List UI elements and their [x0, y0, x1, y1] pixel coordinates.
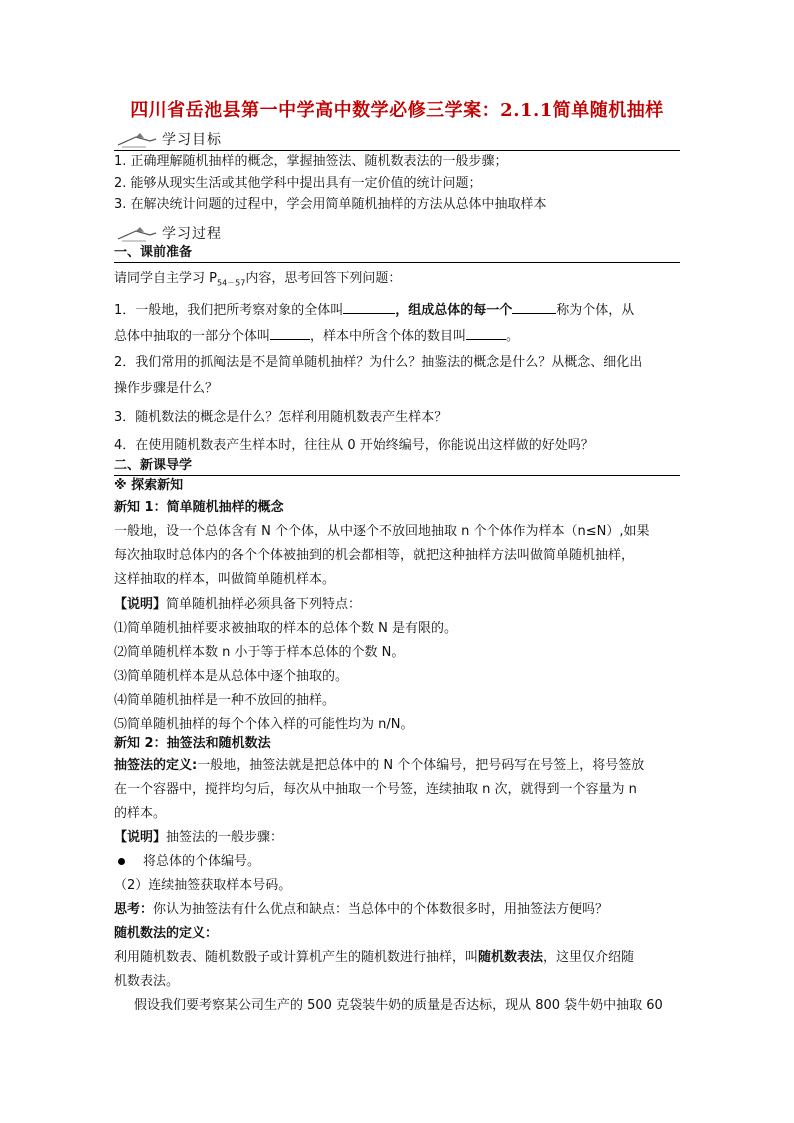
- question-2-line-2: 操作步骤是什么？: [114, 381, 219, 396]
- feature-2: ⑵简单随机样本数 n 小于等于样本总体的个数 N。: [114, 645, 405, 660]
- step-2: （2）连续抽签获取样本号码。: [114, 878, 292, 893]
- answer-blank[interactable]: [343, 299, 395, 314]
- prep-intro: 请同学自主学习 $P_{54-57}$内容，思考回答下列问题：: [114, 271, 402, 288]
- feature-5: ⑸简单随机抽样的每个个体入样的可能性均为 n/N。: [114, 717, 414, 732]
- new-lesson-divider: [114, 475, 680, 476]
- pen-icon: [116, 131, 158, 149]
- knowledge-2-title: 新知 2：抽签法和随机数法: [114, 736, 271, 751]
- question-2-line-1: 2．我们常用的抓阄法是不是简单随机抽样？为什么？抽鉴法的概念是什么？从概念、细化出: [114, 355, 643, 370]
- process-heading: 学习过程: [116, 224, 222, 244]
- pen-icon: [116, 225, 158, 243]
- lottery-definition-2: 在一个容器中，搅拌均匀后，每次从中抽取一个号签，连续抽取 n 次，就得到一个容量为 n: [114, 782, 637, 797]
- answer-blank[interactable]: [466, 325, 506, 340]
- knowledge-1-text-3: 这样抽取的样本，叫做简单随机样本。: [114, 572, 336, 587]
- step-1: 将总体的个体编号。: [114, 853, 260, 871]
- goal-item-1: 1. 正确理解随机抽样的概念，掌握抽签法、随机数表法的一般步骤；: [114, 154, 508, 169]
- question-3: 3．随机数法的概念是什么？怎样利用随机数表产生样本？: [114, 410, 448, 425]
- note-1: 【说明】简单随机抽样必须具备下列特点：: [114, 597, 362, 612]
- example-paragraph: 假设我们要考察某公司生产的 500 克袋装牛奶的质量是否达标，现从 800 袋牛奶中抽取 60: [134, 998, 663, 1013]
- goal-item-2: 2. 能够从现实生活或其他学科中提出具有一定价值的统计问题；: [114, 176, 482, 191]
- question-4: 4．在使用随机数表产生样本时，往往从 0 开始终编号，你能说出这样做的好处吗？: [114, 438, 594, 453]
- think-question: 思考：你认为抽签法有什么优点和缺点：当总体中的个体数很多时，用抽签法方便吗？: [114, 902, 609, 917]
- new-lesson-heading: 二、新课导学: [114, 458, 193, 473]
- question-1-line-1: 1．一般地，我们把所考察对象的全体叫 ，组成总体的每一个 称为个体，从: [114, 299, 634, 320]
- random-number-label: 随机数法的定义：: [114, 926, 219, 941]
- feature-3: ⑶简单随机样本是从总体中逐个抽取的。: [114, 669, 349, 684]
- knowledge-1-text-1: 一般地，设一个总体含有 N 个个体，从中逐个不放回地抽取 n 个个体作为样本（n≤N）,如果: [114, 524, 650, 539]
- question-1-line-2: 总体中抽取的一部分个体叫 ，样本中所含个体的数目叫 。: [114, 325, 519, 346]
- answer-blank[interactable]: [512, 299, 556, 314]
- lottery-definition-3: 的样本。: [114, 806, 167, 821]
- feature-4: ⑷简单随机抽样是一种不放回的抽样。: [114, 693, 336, 708]
- random-number-text-1: 利用随机数表、随机数骰子或计算机产生的随机数进行抽样，叫随机数表法，这里仅介绍随: [114, 950, 635, 965]
- feature-1: ⑴简单随机抽样要求被抽取的样本的总体个数 N 是有限的。: [114, 621, 457, 636]
- goals-heading: 学习目标: [116, 130, 222, 150]
- random-number-text-2: 机数表法。: [114, 974, 180, 989]
- bullet-icon: [118, 858, 125, 865]
- answer-blank[interactable]: [270, 325, 310, 340]
- goals-divider: [114, 150, 680, 151]
- explore-heading: ※ 探索新知: [114, 478, 184, 493]
- prep-heading: 一、课前准备: [114, 245, 193, 260]
- knowledge-1-text-2: 每次抽取时总体内的各个个体被抽到的机会都相等，就把这种抽样方法叫做简单随机抽样，: [114, 548, 635, 563]
- prep-divider: [114, 262, 680, 263]
- knowledge-1-title: 新知 1：简单随机抽样的概念: [114, 500, 284, 515]
- note-2: 【说明】抽签法的一般步骤：: [114, 830, 284, 845]
- lottery-definition-1: 抽签法的定义:一般地，抽签法就是把总体中的 N 个个体编号，把号码写在号签上，将号签放: [114, 758, 645, 773]
- goal-item-3: 3. 在解决统计问题的过程中，学会用简单随机抽样的方法从总体中抽取样本: [114, 197, 547, 212]
- page-title: 四川省岳池县第一中学高中数学必修三学案：2.1.1简单随机抽样: [130, 100, 664, 121]
